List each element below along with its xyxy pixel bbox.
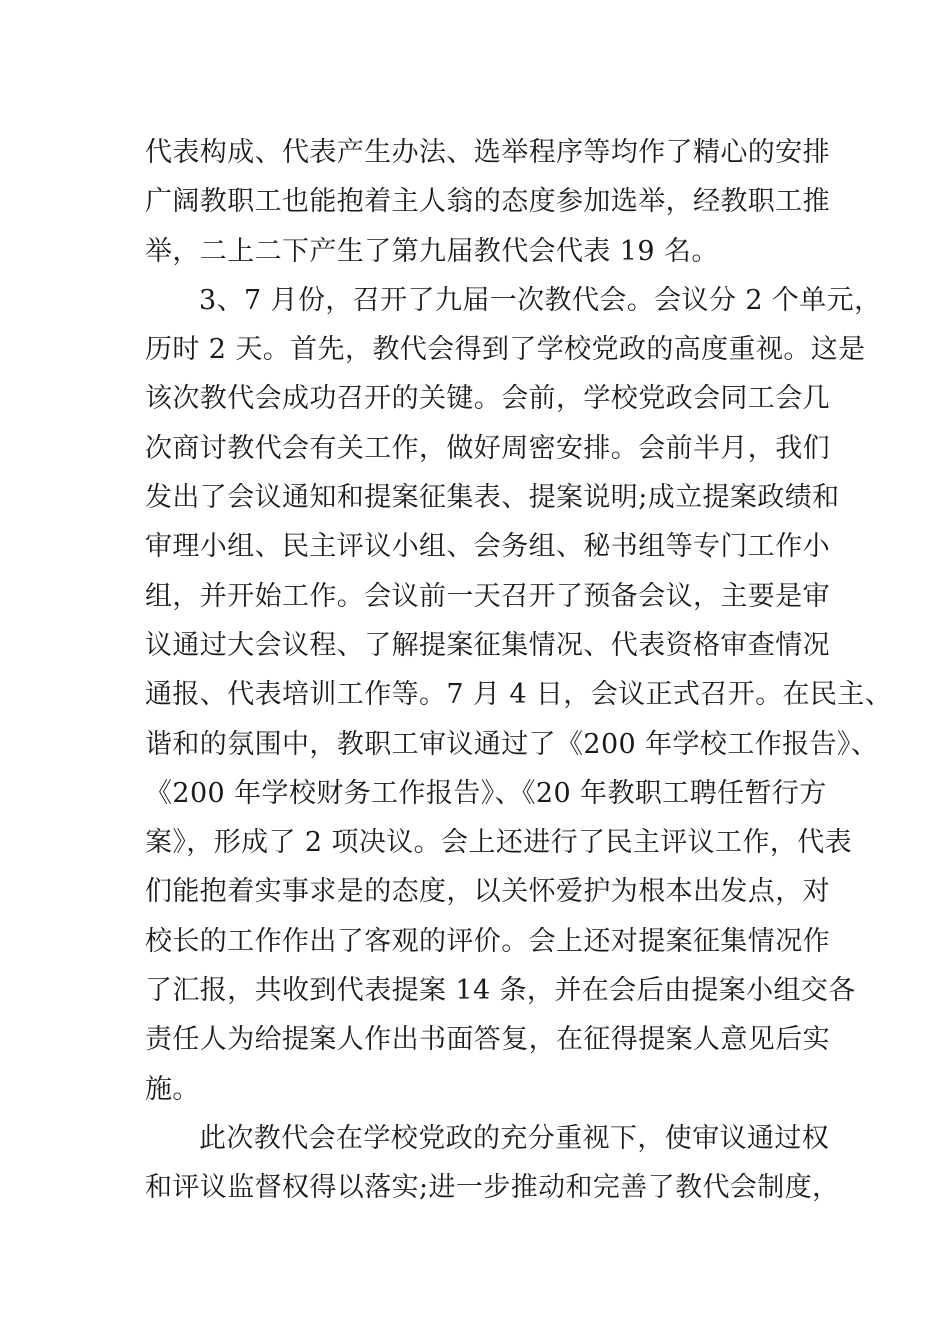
text-line: 举，二上二下产生了第九届教代会代表 19 名。 xyxy=(145,235,719,267)
text-line: 们能抱着实事求是的态度，以关怀爱护为根本出发点，对 xyxy=(145,876,830,908)
text-line: 施。 xyxy=(145,1073,200,1105)
text-line: 次商讨教代会有关工作，做好周密安排。会前半月，我们 xyxy=(145,432,830,464)
text-line: 和评议监督权得以落实;进一步推动和完善了教代会制度， xyxy=(145,1172,840,1204)
text-line: 历时 2 天。首先，教代会得到了学校党政的高度重视。这是 xyxy=(145,334,866,366)
body-text xyxy=(145,128,893,1213)
text-line: 代表构成、代表产生办法、选举程序等均作了精心的安排 xyxy=(145,137,830,168)
text-line: 组，并开始工作。会议前一天召开了预备会议，主要是审 xyxy=(145,580,830,612)
text-line: 《200 年学校财务工作报告》、《20 年教职工聘任暂行方 xyxy=(145,777,827,809)
text-line: 了汇报，共收到代表提案 14 条，并在会后由提案小组交各 xyxy=(145,975,856,1007)
text-line: 审理小组、民主评议小组、会务组、秘书组等专门工作小 xyxy=(145,531,830,563)
text-line: 校长的工作作出了客观的评价。会上还对提案征集情况作 xyxy=(145,925,830,957)
paragraph-first-line: 此次教代会在学校党政的充分重视下，使审议通过权 xyxy=(199,1122,830,1154)
text-line: 责任人为给提案人作出书面答复，在征得提案人意见后实 xyxy=(145,1024,830,1056)
text-line: 议通过大会议程、了解提案征集情况、代表资格审查情况 xyxy=(145,629,830,661)
text-line: 该次教代会成功召开的关键。会前，学校党政会同工会几 xyxy=(145,383,830,415)
text-line: 谐和的氛围中，教职工审议通过了《200 年学校工作报告》、 xyxy=(145,728,879,760)
paragraph-first-line: 3、7 月份，召开了九届一次教代会。会议分 2 个单元， xyxy=(199,284,882,316)
text-line: 广阔教职工也能抱着主人翁的态度参加选举，经教职工推 xyxy=(145,186,830,218)
text-line: 通报、代表培训工作等。7 月 4 日，会议正式召开。在民主、 xyxy=(145,679,893,711)
text-line: 发出了会议通知和提案征集表、提案说明;成立提案政绩和 xyxy=(145,482,840,514)
text-line: 案》，形成了 2 项决议。会上还进行了民主评议工作，代表 xyxy=(145,827,853,859)
